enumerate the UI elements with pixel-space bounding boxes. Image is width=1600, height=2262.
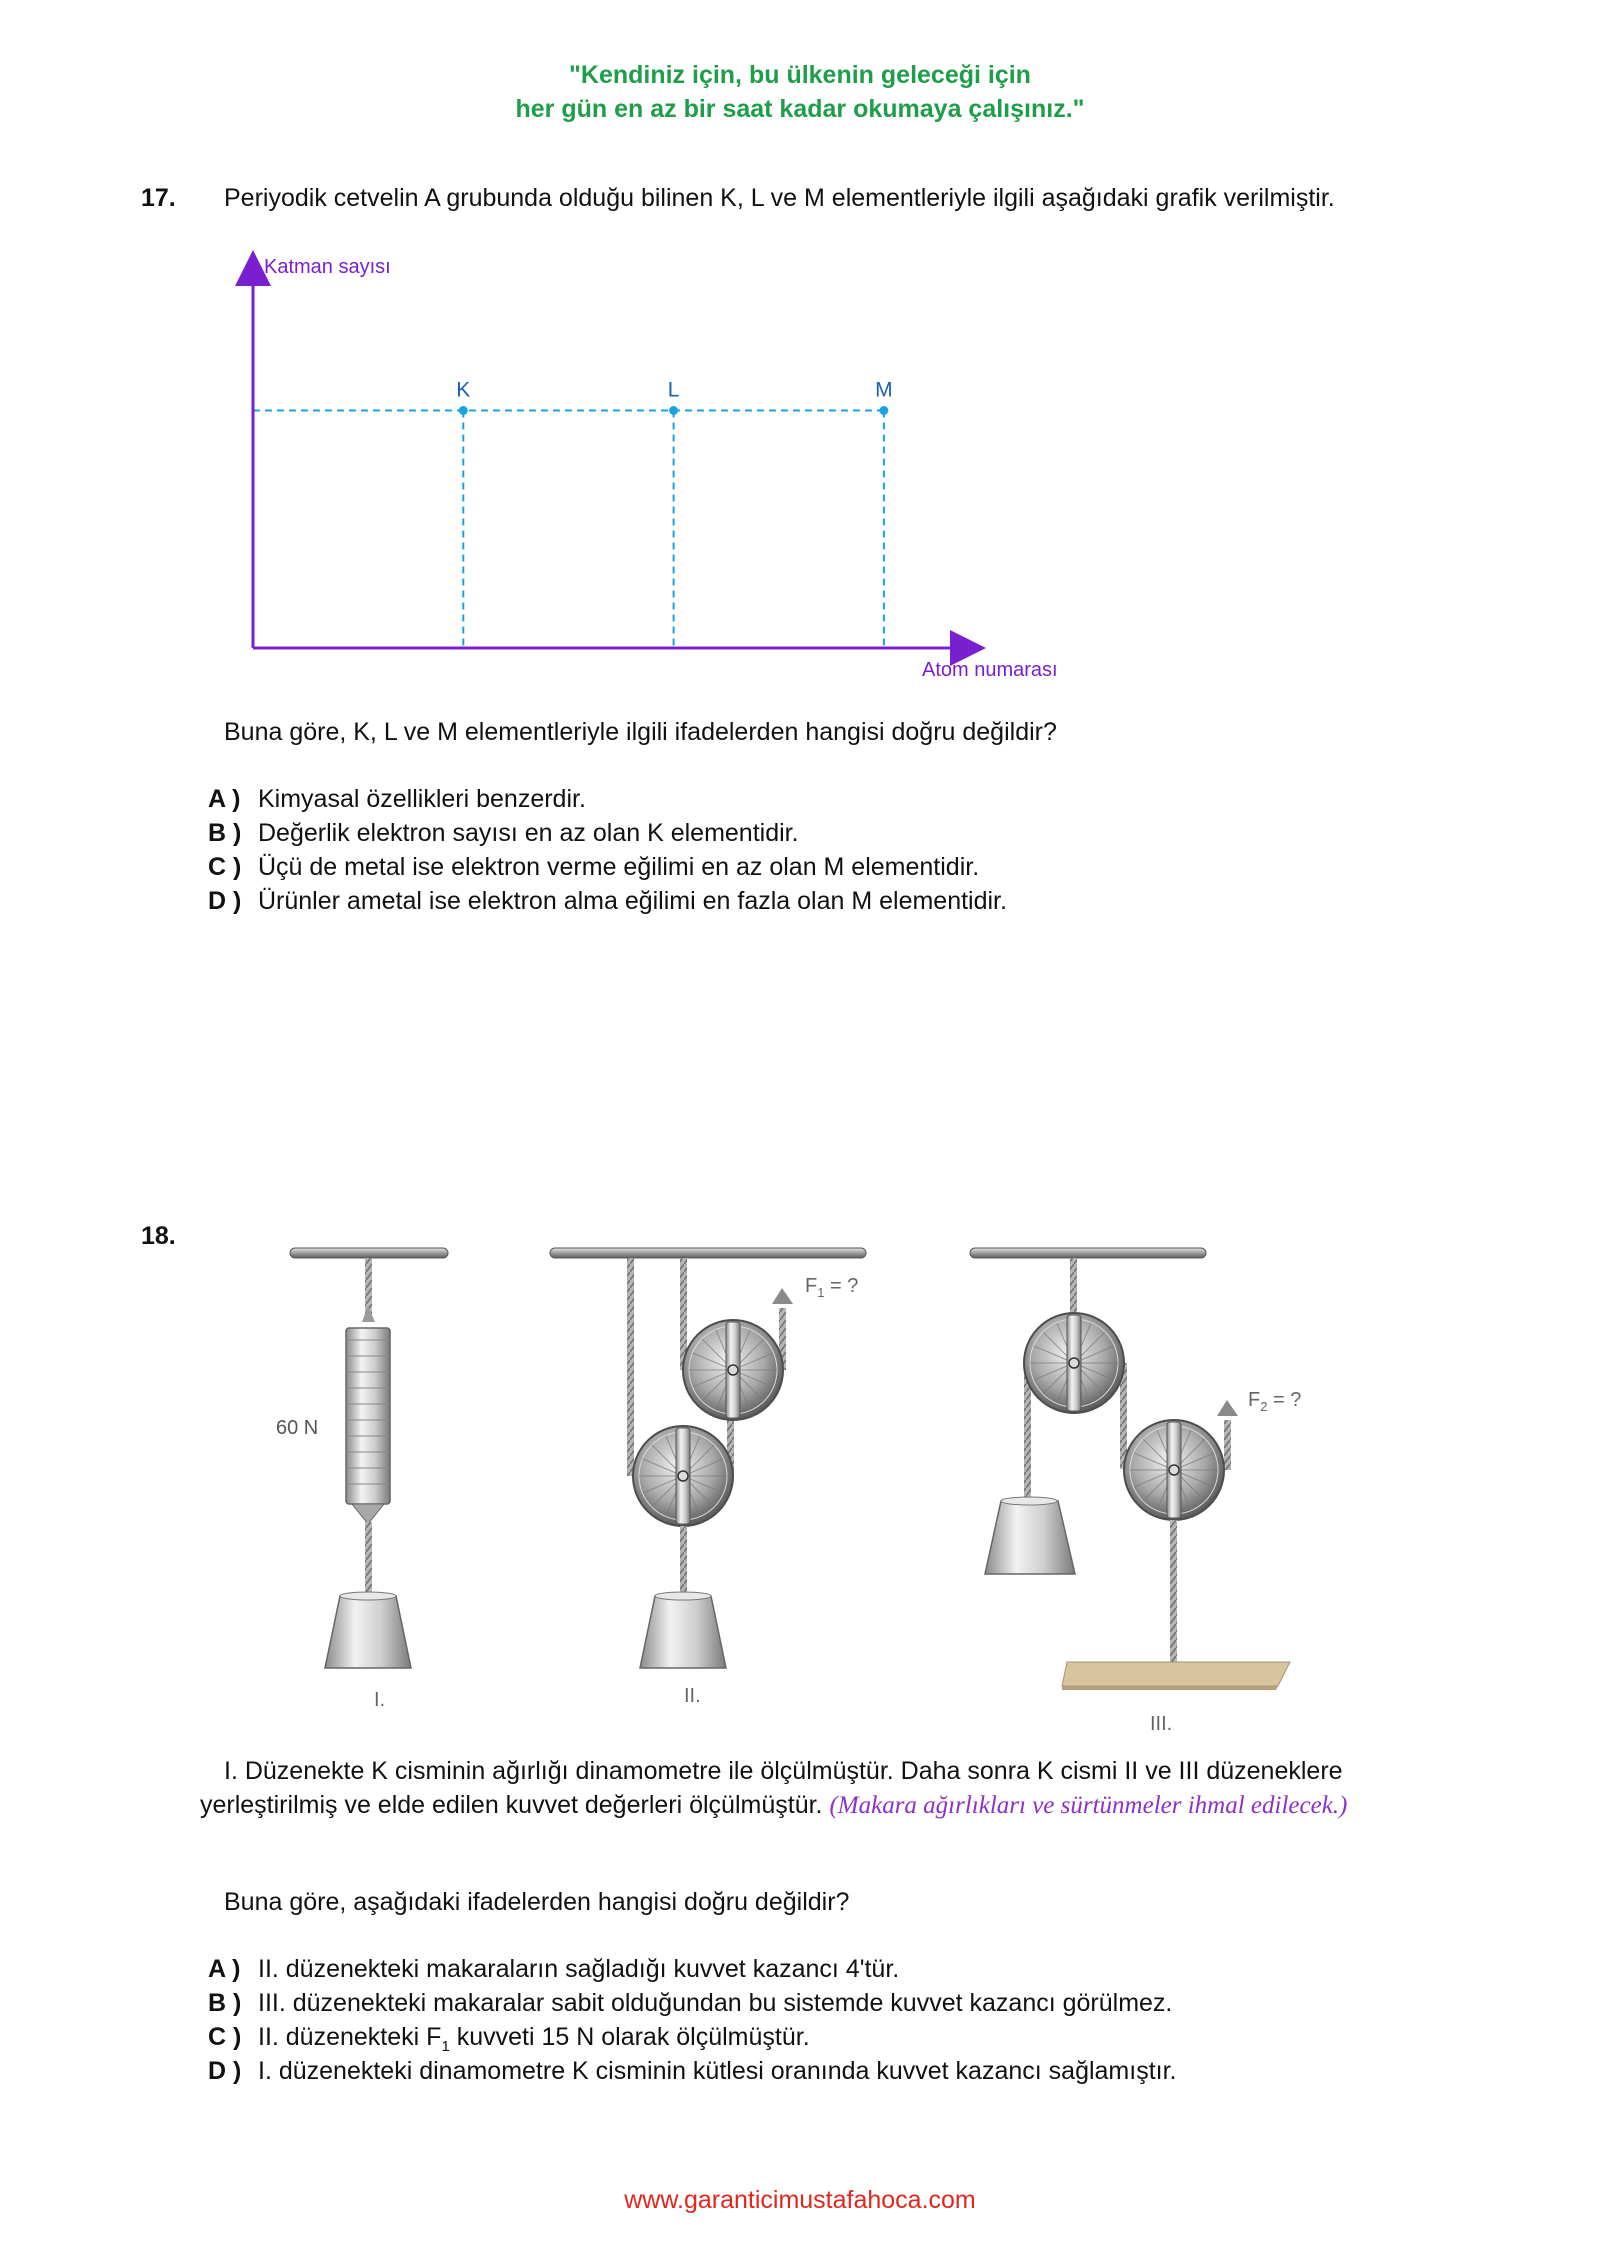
stem-main-text: I. Düzenekte K cisminin ağırlığı dinamometre ile ölçülmüştür. Daha sonra K cismi II ve III düzeneklere yerleştirilmiş ve elde edilen kuvvet değerleri ölçülmüştür. [200,1757,1343,1819]
motto-line-1: "Kendiniz için, bu ülkenin geleceği için [569,61,1031,89]
option-letter: D ) [208,887,242,915]
setup-3-pulleys [970,1248,1301,1735]
q17-option-c[interactable] [208,850,979,884]
point-label-k: K [456,378,471,402]
setup-1-label: I. [374,1689,386,1711]
option-text: Ürünler ametal ise elektron alma eğilimi en fazla olan M elementidir. [258,887,1007,915]
option-text: Üçü de metal ise elektron verme eğilimi en az olan M elementidir. [258,853,980,881]
q18-option-a[interactable] [208,1952,899,1986]
option-letter: B ) [208,819,242,847]
motto-line-2: her gün en az bir saat kadar okumaya çalışınız." [515,95,1085,123]
setup-2-pulleys [550,1248,866,1707]
stem-note: (Makara ağırlıkları ve sürtünmeler ihmal edilecek.) [829,1792,1348,1819]
footer-website-link[interactable]: www.garanticimustafahoca.com [624,2186,976,2214]
option-text: II. düzenekteki makaraların sağladığı kuvvet kazancı 4'tür. [258,1955,900,1983]
header-motto [0,58,1600,126]
dynamometer-reading: 60 N [276,1417,319,1439]
point-label-m: M [875,378,893,402]
question-17-stem: Periyodik cetvelin A grubunda olduğu bilinen K, L ve M elementleriyle ilgili aşağıdaki grafik verilmiştir. [224,184,1335,212]
option-text: I. düzenekteki dinamometre K cisminin kütlesi oranında kuvvet kazancı sağlamıştır. [258,2057,1177,2085]
setup-3-label: III. [1150,1713,1173,1735]
option-letter: A ) [208,785,241,813]
option-text: Değerlik elektron sayısı en az olan K elementidir. [258,819,799,847]
option-text-sub: 1 [441,2038,450,2055]
option-text: Kimyasal özellikleri benzerdir. [258,785,586,813]
point-l [669,406,678,415]
f2-label: $F_2$ = ? [1248,1389,1302,1414]
q18-option-b[interactable] [208,1986,1172,2020]
option-letter: B ) [208,1989,242,2017]
point-label-l: L [667,378,680,402]
q17-option-a[interactable] [208,782,586,816]
option-text-post: kuvveti 15 N olarak ölçülmüştür. [449,2023,810,2051]
option-text-pre: II. düzenekteki F [258,2023,442,2051]
option-letter: D ) [208,2057,242,2085]
question-18-number: 18. [141,1222,176,1250]
q17-option-d[interactable] [208,884,1007,918]
point-k [459,406,468,415]
pulley-systems-figure [0,1230,1600,1750]
question-18-prompt: Buna göre, aşağıdaki ifadelerden hangisi doğru değildir? [224,1888,850,1916]
option-letter: C ) [208,853,242,881]
f1-label: $F_1$ = ? [805,1275,859,1300]
q18-option-d[interactable] [208,2054,1176,2088]
point-m [879,406,888,415]
question-18-stem [200,1754,1440,1823]
x-axis-label: Atom numarası [922,659,1058,681]
option-text: III. düzenekteki makaralar sabit olduğundan bu sistemde kuvvet kazancı görülmez. [258,1989,1173,2017]
setup-2-label: II. [684,1685,701,1707]
question-17-prompt: Buna göre, K, L ve M elementleriyle ilgili ifadelerden hangisi doğru değildir? [224,718,1057,746]
setup-1-dynamometer [276,1248,448,1711]
y-axis-label: Katman sayısı [264,256,391,278]
q17-option-b[interactable] [208,816,799,850]
layer-count-chart [200,240,1100,690]
question-17-number: 17. [141,184,176,212]
option-letter: C ) [208,2023,242,2051]
option-letter: A ) [208,1955,241,1983]
